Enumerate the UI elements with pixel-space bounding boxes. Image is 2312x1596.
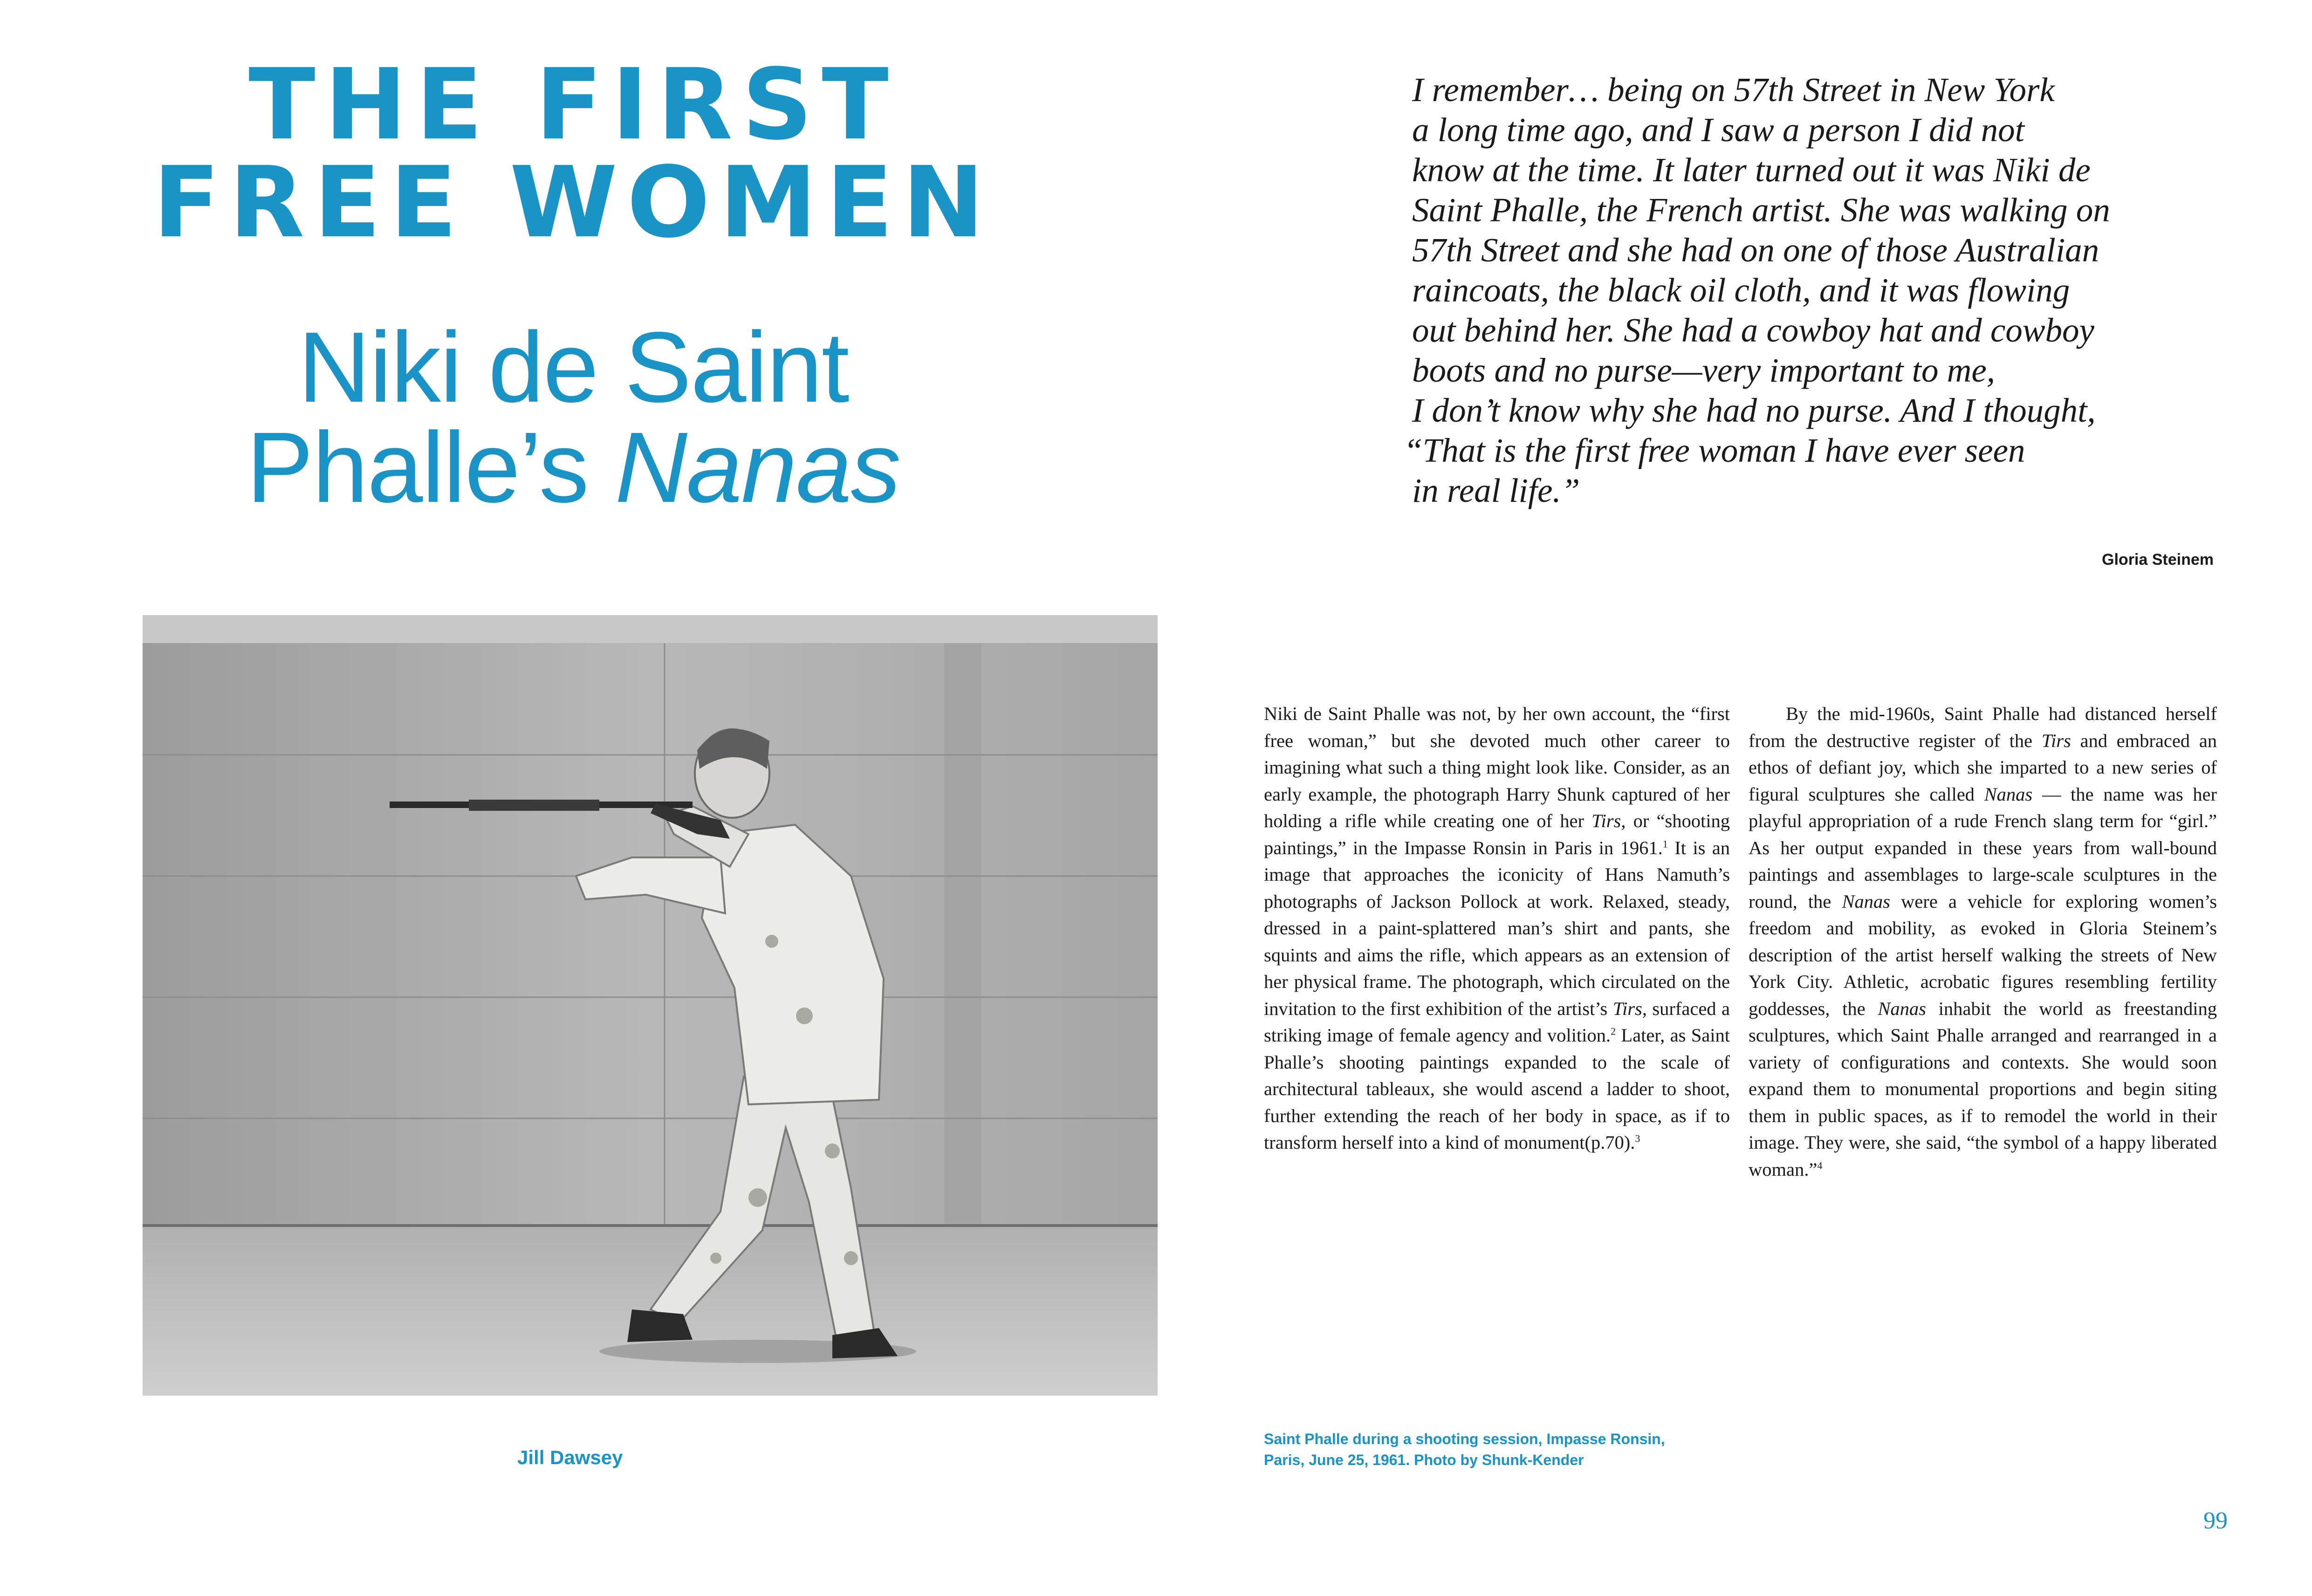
footnote-ref: 4 bbox=[1817, 1159, 1823, 1171]
footnote-ref: 3 bbox=[1635, 1132, 1640, 1144]
wall-top bbox=[143, 615, 1158, 643]
col2-text: By the mid-1960s, Saint Phalle had distanced herself from the destructive register of the bbox=[1749, 703, 2217, 751]
article-photo bbox=[143, 615, 1158, 1396]
article-subtitle bbox=[130, 311, 1016, 523]
figure-shoe bbox=[627, 1309, 693, 1342]
epigraph-line: Saint Phalle, the French artist. She was walking on bbox=[1412, 191, 2110, 229]
subtitle-line-1: Niki de Saint bbox=[298, 311, 849, 423]
ground bbox=[143, 1226, 1158, 1396]
col2-text: — the name was her playful appropriation of a rude French slang term for “girl.” As her output expanded in these years from wall-bound paintings and assemblages to large-scale sculptures in the round, the bbox=[1749, 783, 2217, 912]
wall-pillar bbox=[359, 615, 397, 1226]
epigraph-attribution: Gloria Steinem bbox=[2102, 551, 2214, 569]
col1-italic: Tirs, bbox=[1612, 998, 1647, 1019]
epigraph-line: “That is the first free woman I have ever seen bbox=[1404, 432, 2025, 469]
concrete-wall bbox=[143, 615, 1158, 1226]
col1-text: or “shooting paintings,” in the Impasse Ronsin in Paris in 1961. bbox=[1264, 810, 1730, 858]
epigraph-line: 57th Street and she had on one of those Australian bbox=[1412, 231, 2099, 269]
epigraph-line: boots and no purse—very important to me, bbox=[1412, 351, 1996, 389]
epigraph-line: out behind her. She had a cowboy hat and cowboy bbox=[1412, 311, 2094, 349]
col2-italic: Nanas bbox=[1878, 998, 1926, 1019]
subtitle-prefix: Phalle’s bbox=[246, 411, 615, 523]
photo-illustration bbox=[143, 615, 1158, 1396]
col2-italic: Tirs bbox=[2041, 730, 2071, 751]
author-name: Jill Dawsey bbox=[517, 1446, 623, 1468]
col2-italic: Nanas bbox=[1842, 890, 1890, 912]
footnote-ref: 2 bbox=[1611, 1025, 1616, 1037]
article-title bbox=[130, 48, 1016, 260]
epigraph-line: raincoats, the black oil cloth, and it was flowing bbox=[1412, 271, 2070, 309]
epigraph-line: I remember… being on 57th Street in New York bbox=[1412, 71, 2055, 109]
wall-pillar bbox=[944, 615, 981, 1226]
subtitle-italic: Nanas bbox=[615, 411, 900, 523]
col1-text: surfaced a striking image of female agency and volition. bbox=[1264, 998, 1730, 1046]
col1-italic: Tirs, bbox=[1592, 810, 1626, 831]
epigraph-line: know at the time. It later turned out it was Niki de bbox=[1412, 151, 2091, 189]
title-line-1: THE FIRST bbox=[248, 48, 898, 162]
col1-text: Niki de Saint Phalle was not, by her own account, the “first free woman,” but she devoted much other career to imagining what such a thing might look like. Consider, as an early example, the photograph Harry Shunk captured of her holding a rifle while creating one of her bbox=[1264, 703, 1730, 831]
subtitle-line-2 bbox=[130, 411, 1016, 523]
photo-caption bbox=[1264, 1429, 1730, 1471]
col2-text: inhabit the world as freestanding sculptures, which Saint Phalle arranged and rearranged in a variety of configurations and contexts. She would soon expand them to monumental proportions and begin siting them in public spaces, as if to remodel the world in their image. They were, she said, “the symbol of a happy liberated woman.” bbox=[1749, 998, 2217, 1180]
col2-text: and embraced an ethos of defiant joy, which she imparted to a new series of figural sculptures she called bbox=[1749, 730, 2217, 805]
caption-line-1: Saint Phalle during a shooting session, Impasse Ronsin, bbox=[1264, 1431, 1665, 1447]
col1-text: It is an image that approaches the iconicity of Hans Namuth’s photographs of Jackson Pollock at work. Relaxed, steady, dressed in a paint-splattered man’s shirt and pants, she squints and aims the rifle, which appears as an extension of her physical frame. The photograph, which circulated on the invitation to the first exhibition of the artist’s bbox=[1264, 837, 1730, 1019]
page-number: 99 bbox=[2203, 1507, 2228, 1534]
col2-italic: Nanas bbox=[1984, 783, 2033, 805]
col1-text: Later, as Saint Phalle’s shooting paintings expanded to the scale of architectural tableaux, she would ascend a ladder to shoot, further extending the reach of her body in space, as if to transform herself into a kind of monument(p.70). bbox=[1264, 1025, 1730, 1153]
epigraph-line: a long time ago, and I saw a person I did not bbox=[1412, 111, 2024, 149]
footnote-ref: 1 bbox=[1662, 838, 1668, 849]
epigraph-line: in real life.” bbox=[1412, 472, 1580, 509]
col2-text: were a vehicle for exploring women’s freedom and mobility, as evoked in Gloria Steinem’s description of the artist herself walking the streets of New York City. Athletic, acrobatic figures resembling fertility goddesses, the bbox=[1749, 890, 2217, 1019]
epigraph-line: I don’t know why she had no purse. And I thought, bbox=[1412, 391, 2096, 429]
body-column-2 bbox=[1749, 700, 2217, 1183]
epigraph-quote bbox=[1404, 70, 2251, 511]
title-line-2: FREE WOMEN bbox=[153, 145, 994, 260]
caption-line-2: Paris, June 25, 1961. Photo by Shunk-Kender bbox=[1264, 1452, 1584, 1468]
body-column-1 bbox=[1264, 700, 1730, 1156]
